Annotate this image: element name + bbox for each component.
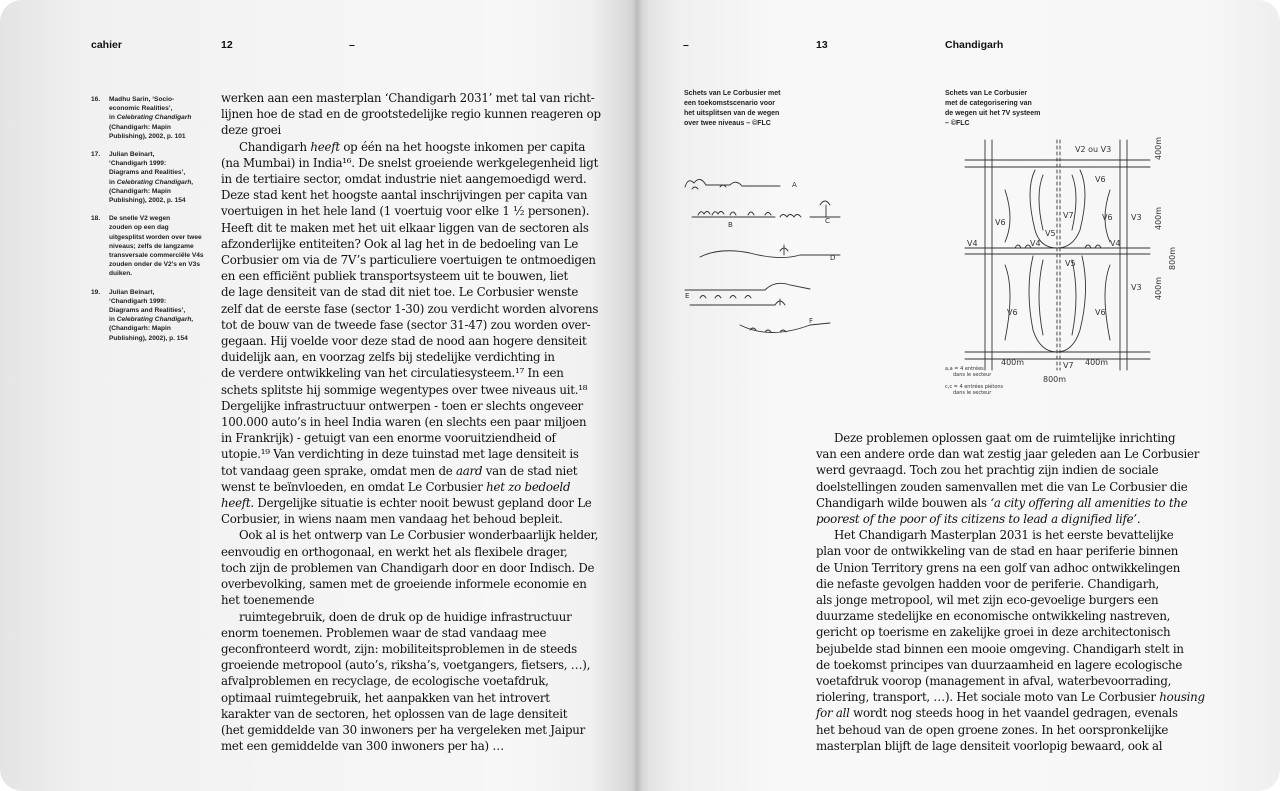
sketch-caption-right: [945, 89, 1075, 129]
text-line: ruimtegebruik, doen de druk op de huidige infrastructuur: [239, 609, 572, 624]
footnote-17: [91, 150, 209, 205]
paragraph: [221, 527, 631, 608]
sketch-label-d: D: [830, 254, 836, 262]
text-line: Het Chandigarh Masterplan 2031 is het eerste bevattelijke: [834, 528, 1174, 543]
text-line: geconfronteerd wordt, zijn: mobiliteitsproblemen in de steeds: [221, 641, 577, 656]
footnote-line: Diagrams and Realities’,: [109, 169, 186, 177]
text-line: voetafdruk voorop (management in afval, waterbevoorrading,: [816, 674, 1172, 689]
footnote-line: Publishing), 2002, p. 154: [109, 197, 186, 205]
sketch-label-f: F: [809, 317, 814, 325]
footnote-italic-title: Celebrating Chandigarh: [116, 114, 192, 122]
paragraph: [221, 609, 631, 755]
caption-line: het uitsplitsen van de wegen: [684, 110, 780, 117]
text-line: werd gevraagd. Toch zou het prachtig zijn indien de sociale: [816, 463, 1159, 478]
running-head-dash-left: –: [349, 39, 355, 51]
caption-line: – ©FLC: [945, 120, 970, 127]
footnote-line: (Chandigarh: Mapin: [109, 325, 171, 333]
footnote-text: [109, 150, 209, 205]
legend-note-c-line1: c,c = 4 entrées piétons: [945, 384, 1004, 390]
text-line: groeiende metropool (auto’s, riksha’s, voetgangers, fietsers, …),: [221, 658, 591, 673]
page-number-left: 12: [221, 39, 233, 51]
footnote-number: 17.: [91, 151, 101, 159]
footnote-line: (Chandigarh: Mapin: [109, 187, 171, 195]
text-line: Heeft dit te maken met het uit elkaar liggen van de sectoren als: [221, 220, 589, 235]
sketch-label-c: C: [825, 217, 830, 225]
text-line: gegaan. Hij voelde voor deze stad de nood aan hogere densiteit: [221, 334, 587, 349]
text-line: tot de bouw van de tweede fase (sector 31-47) zou worden over-: [221, 317, 591, 332]
text-line: overbevolking, samen met de groeiende informele economie en: [221, 577, 587, 592]
dimension-400m-e: 400m: [1085, 358, 1109, 367]
text-line: plan voor de ontwikkeling van de stad en haar periferie binnen: [816, 544, 1179, 559]
footnote-line: Publishing), 2002, p. 101: [109, 132, 186, 140]
dimension-800m-a: 800m: [1168, 246, 1177, 270]
text-line: (het gemiddelde van 30 inwoners per ha vergeleken met Jaipur: [221, 722, 586, 737]
road-label-v6-b: V6: [995, 218, 1006, 227]
text-line: in Frankrijk) - getuigt van een enorme vooruitziendheid of: [221, 431, 556, 446]
book-gutter: [632, 0, 642, 791]
text-line: de toekomst principes van duurzaamheid en lagere ecologische: [816, 657, 1183, 672]
text-line: 100.000 auto’s in heel India waren (en slechts een paar miljoen: [221, 415, 587, 430]
text-line: Chandigarh wilde bouwen als ‘a city offering all amenities to the: [816, 495, 1188, 510]
text-line: riolering, transport, …). Het sociale moto van Le Corbusier housing: [816, 690, 1205, 705]
dimension-400m-d: 400m: [1001, 358, 1025, 367]
text-line: gericht op toerisme en zakelijke groei in deze architectonisch: [816, 625, 1171, 640]
text-line: enorm toenemen. Problemen waar de stad vandaag mee: [221, 625, 547, 640]
dimension-400m-a: 400m: [1154, 136, 1163, 160]
text-line: de Union Territory grens na een golf van adhoc ontwikkelingen: [816, 560, 1181, 575]
road-label-v6-d: V6: [1007, 308, 1018, 317]
footnote-line: Julian Beinart,: [109, 151, 155, 159]
text-line: afzonderlijke entiteiten? Ook al lag het in de bedoeling van Le: [221, 236, 579, 251]
caption-line: de wegen uit het 7V systeem: [945, 110, 1041, 117]
paragraph: [221, 139, 631, 528]
text-line: zelf dat de eerste fase (sector 1-30) zou verdicht worden alvorens: [221, 301, 599, 316]
text-line: het toenemende: [221, 593, 315, 608]
footnote-line: De snelle V2 wegen: [109, 215, 171, 223]
text-line: in de tertiaire sector, omdat industrie niet aangemoedigd werd.: [221, 172, 587, 187]
text-line: for all wordt nog steeds hoog in het vaandel gedragen, evenals: [816, 706, 1178, 721]
footnote-line: ‘Chandigarh 1999:: [109, 297, 167, 305]
footnote-line: Publishing), 2002), p. 154: [109, 334, 188, 342]
footnote-text: [109, 288, 209, 343]
text-line: heeft. Dergelijke situatie is echter nooit bewust gepland door Le: [221, 496, 592, 511]
body-text-right: [816, 430, 1226, 754]
text-line: Deze problemen oplossen gaat om de ruimtelijke inrichting: [834, 431, 1176, 445]
footnote-line: (Chandigarh: Mapin: [109, 123, 171, 131]
text-line: die nefaste gevolgen hadden voor de periferie. Chandigarh,: [816, 576, 1159, 591]
text-line: lijnen hoe de stad en de grootstedelijke regio kunnen reageren op: [221, 107, 601, 122]
text-line: met een gemiddelde van 300 inwoners per ha) …: [221, 739, 504, 754]
text-line: Corbusier, in wiens naam men vandaag het behoud bepleit.: [221, 512, 563, 527]
road-label-v4-b: V4: [1030, 239, 1041, 248]
road-label-v2-v3: V2 ou V3: [1075, 145, 1112, 154]
road-label-v3-a: V3: [1131, 213, 1142, 222]
text-line: de lage densiteit van de stad dit niet toe. Le Corbusier wenste: [221, 285, 579, 300]
text-line: afvalproblemen en recyclage, de ecologische voetafdruk,: [221, 674, 549, 689]
legend-note-c-line2: dans le secteur: [953, 390, 992, 396]
footnote-line: niveaus; zelfs de langzame: [109, 242, 194, 250]
footnote-line: in: [109, 178, 117, 186]
text-line: tot vandaag geen sprake, omdat men de aard van de stad niet: [221, 463, 578, 478]
text-line: Deze stad kent het hoogste aantal inschrijvingen per capita van: [221, 188, 588, 203]
footnote-line: in: [109, 316, 117, 324]
footnote-line: transversale commerciële V4s: [109, 252, 204, 260]
text-line: toch zijn de problemen van Chandigarh door en door Indisch. De: [221, 560, 595, 575]
caption-line: over twee niveaus – ©FLC: [684, 120, 771, 127]
text-line: optimaal ruimtegebruik, het aanpakken van het introvert: [221, 690, 550, 705]
text-line: het behoud van de open groene zones. In het oorspronkelijke: [816, 722, 1169, 737]
text-line: deze groei: [221, 123, 282, 138]
footnote-number: 16.: [91, 96, 101, 103]
legend-note-a-line1: a,a = 4 entrées: [945, 366, 984, 372]
footnote-line: Julian Beinart,: [109, 288, 155, 296]
legend-note-a-line2: dans le secteur: [953, 372, 992, 378]
text-line: duidelijk aan, en voorzag zelfs bij stedelijke verdichting in: [221, 350, 555, 365]
text-line: eenvoudig en orthogonaal, en werkt het als flexibele drager,: [221, 544, 568, 559]
running-head-section-left: cahier: [91, 39, 122, 51]
footnote-19: [91, 288, 209, 343]
sketch-7v-roads: [945, 130, 1185, 400]
sketch-caption-left: [684, 89, 814, 129]
footnote-line: Diagrams and Realities’,: [109, 307, 186, 315]
text-line: doelstellingen zouden samenvallen met die van Le Corbusier die: [816, 479, 1188, 494]
text-line: van een andere orde dan wat zestig jaar geleden aan Le Corbusier: [816, 447, 1200, 462]
text-line: als jonge metropool, wil met zijn eco-gevoelige burgers een: [816, 593, 1159, 608]
caption-line: Schets van Le Corbusier: [945, 90, 1028, 97]
text-line: wenst te beïnvloeden, en omdat Le Corbusier het zo bedoeld: [221, 479, 571, 494]
text-line: poorest of the poor of its citizens to lead a dignified life’.: [816, 512, 1141, 527]
footnotes-column: [91, 95, 209, 352]
footnote-line: zouden op een dag: [109, 224, 169, 232]
dimension-400m-b: 400m: [1154, 206, 1163, 230]
footnote-line: zouden onder de V2’s en V3s: [109, 261, 200, 269]
footnote-line: ‘Chandigarh 1999:: [109, 160, 167, 168]
footnote-italic-title: Celebrating Chandigarh,: [116, 316, 194, 324]
footnote-18: [91, 214, 209, 278]
text-line: de verdere ontwikkeling van het circulatiesysteem.¹⁷ In een: [221, 366, 564, 381]
footnote-line: uitgesplitst worden over twee: [109, 233, 202, 241]
text-line: werken aan een masterplan ‘Chandigarh 2031’ met tal van richt-: [221, 91, 595, 105]
road-label-v5-b: V5: [1065, 259, 1076, 268]
road-label-v7-a: V7: [1063, 211, 1074, 220]
dimension-800m-b: 800m: [1043, 375, 1067, 384]
paragraph: [221, 90, 631, 139]
footnote-italic-title: Celebrating Chandigarh,: [116, 178, 194, 186]
footnote-16: [91, 95, 209, 141]
running-head-section-right: Chandigarh: [945, 39, 1004, 51]
dimension-400m-c: 400m: [1154, 276, 1163, 300]
sketch-label-a: A: [792, 181, 797, 189]
text-line: karakter van de sectoren, het oplossen van de lage densiteit: [221, 706, 568, 721]
text-line: en een efficiënt publiek transportsysteem uit te bouwen, liet: [221, 269, 568, 284]
text-line: (na Mumbai) in India¹⁶. De snelst groeiende werkgelegenheid ligt: [221, 155, 599, 170]
footnote-line: economic Realities’,: [109, 105, 173, 113]
text-line: masterplan blijft de lage densiteit voorlopig bewaard, ook al: [816, 738, 1163, 753]
road-label-v5-a: V5: [1045, 229, 1056, 238]
text-line: schets splitste hij sommige wegentypes over twee niveaus uit.¹⁸: [221, 382, 588, 397]
text-line: Dergelijke infrastructuur ontwerpen - toen er slechts ongeveer: [221, 398, 583, 413]
caption-line: met de categorisering van: [945, 100, 1032, 107]
footnote-line: Madhu Sarin, ‘Socio-: [109, 96, 175, 103]
text-line: duurzame stedelijke en economische ontwikkeling nastreven,: [816, 609, 1171, 624]
text-line: Chandigarh heeft op één na het hoogste inkomen per capita: [239, 139, 586, 154]
road-label-v6-c: V6: [1102, 213, 1113, 222]
footnote-line: in: [109, 114, 117, 122]
road-label-v3-b: V3: [1131, 283, 1142, 292]
road-label-v7-b: V7: [1063, 361, 1074, 370]
caption-line: Schets van Le Corbusier met: [684, 90, 781, 97]
footnote-line: duiken.: [109, 270, 133, 278]
text-line: bejubelde stad binnen een mooie omgeving. Chandigarh stelt in: [816, 641, 1184, 656]
text-line: voertuigen in het hele land (1 voertuig voor elke 1 ½ personen).: [221, 204, 590, 219]
sketch-label-e: E: [685, 292, 690, 300]
caption-line: een toekomstscenario voor: [684, 100, 776, 107]
text-line: Corbusier om via de 7V’s particuliere voertuigen te ontmoedigen: [221, 253, 596, 268]
text-line: Ook al is het ontwerp van Le Corbusier wonderbaarlijk helder,: [239, 528, 599, 543]
sketch-label-b: B: [728, 221, 733, 229]
footnote-number: 19.: [91, 288, 101, 296]
running-head-dash-right: –: [683, 39, 689, 51]
page-number-right: 13: [816, 39, 828, 51]
body-text-left: [221, 90, 631, 754]
text-line: utopie.¹⁹ Van verdichting in deze tuinstad met lage densiteit is: [221, 447, 579, 462]
road-label-v6-a: V6: [1095, 175, 1106, 184]
footnote-text: [109, 95, 209, 141]
footnote-number: 18.: [91, 215, 101, 223]
road-label-v4-a: V4: [967, 239, 978, 248]
footnote-text: [109, 214, 209, 278]
road-label-v4-c: V4: [1110, 239, 1121, 248]
paragraph: [816, 430, 1226, 527]
road-label-v6-e: V6: [1095, 308, 1106, 317]
sketch-road-sections: [680, 165, 845, 355]
paragraph: [816, 527, 1226, 754]
